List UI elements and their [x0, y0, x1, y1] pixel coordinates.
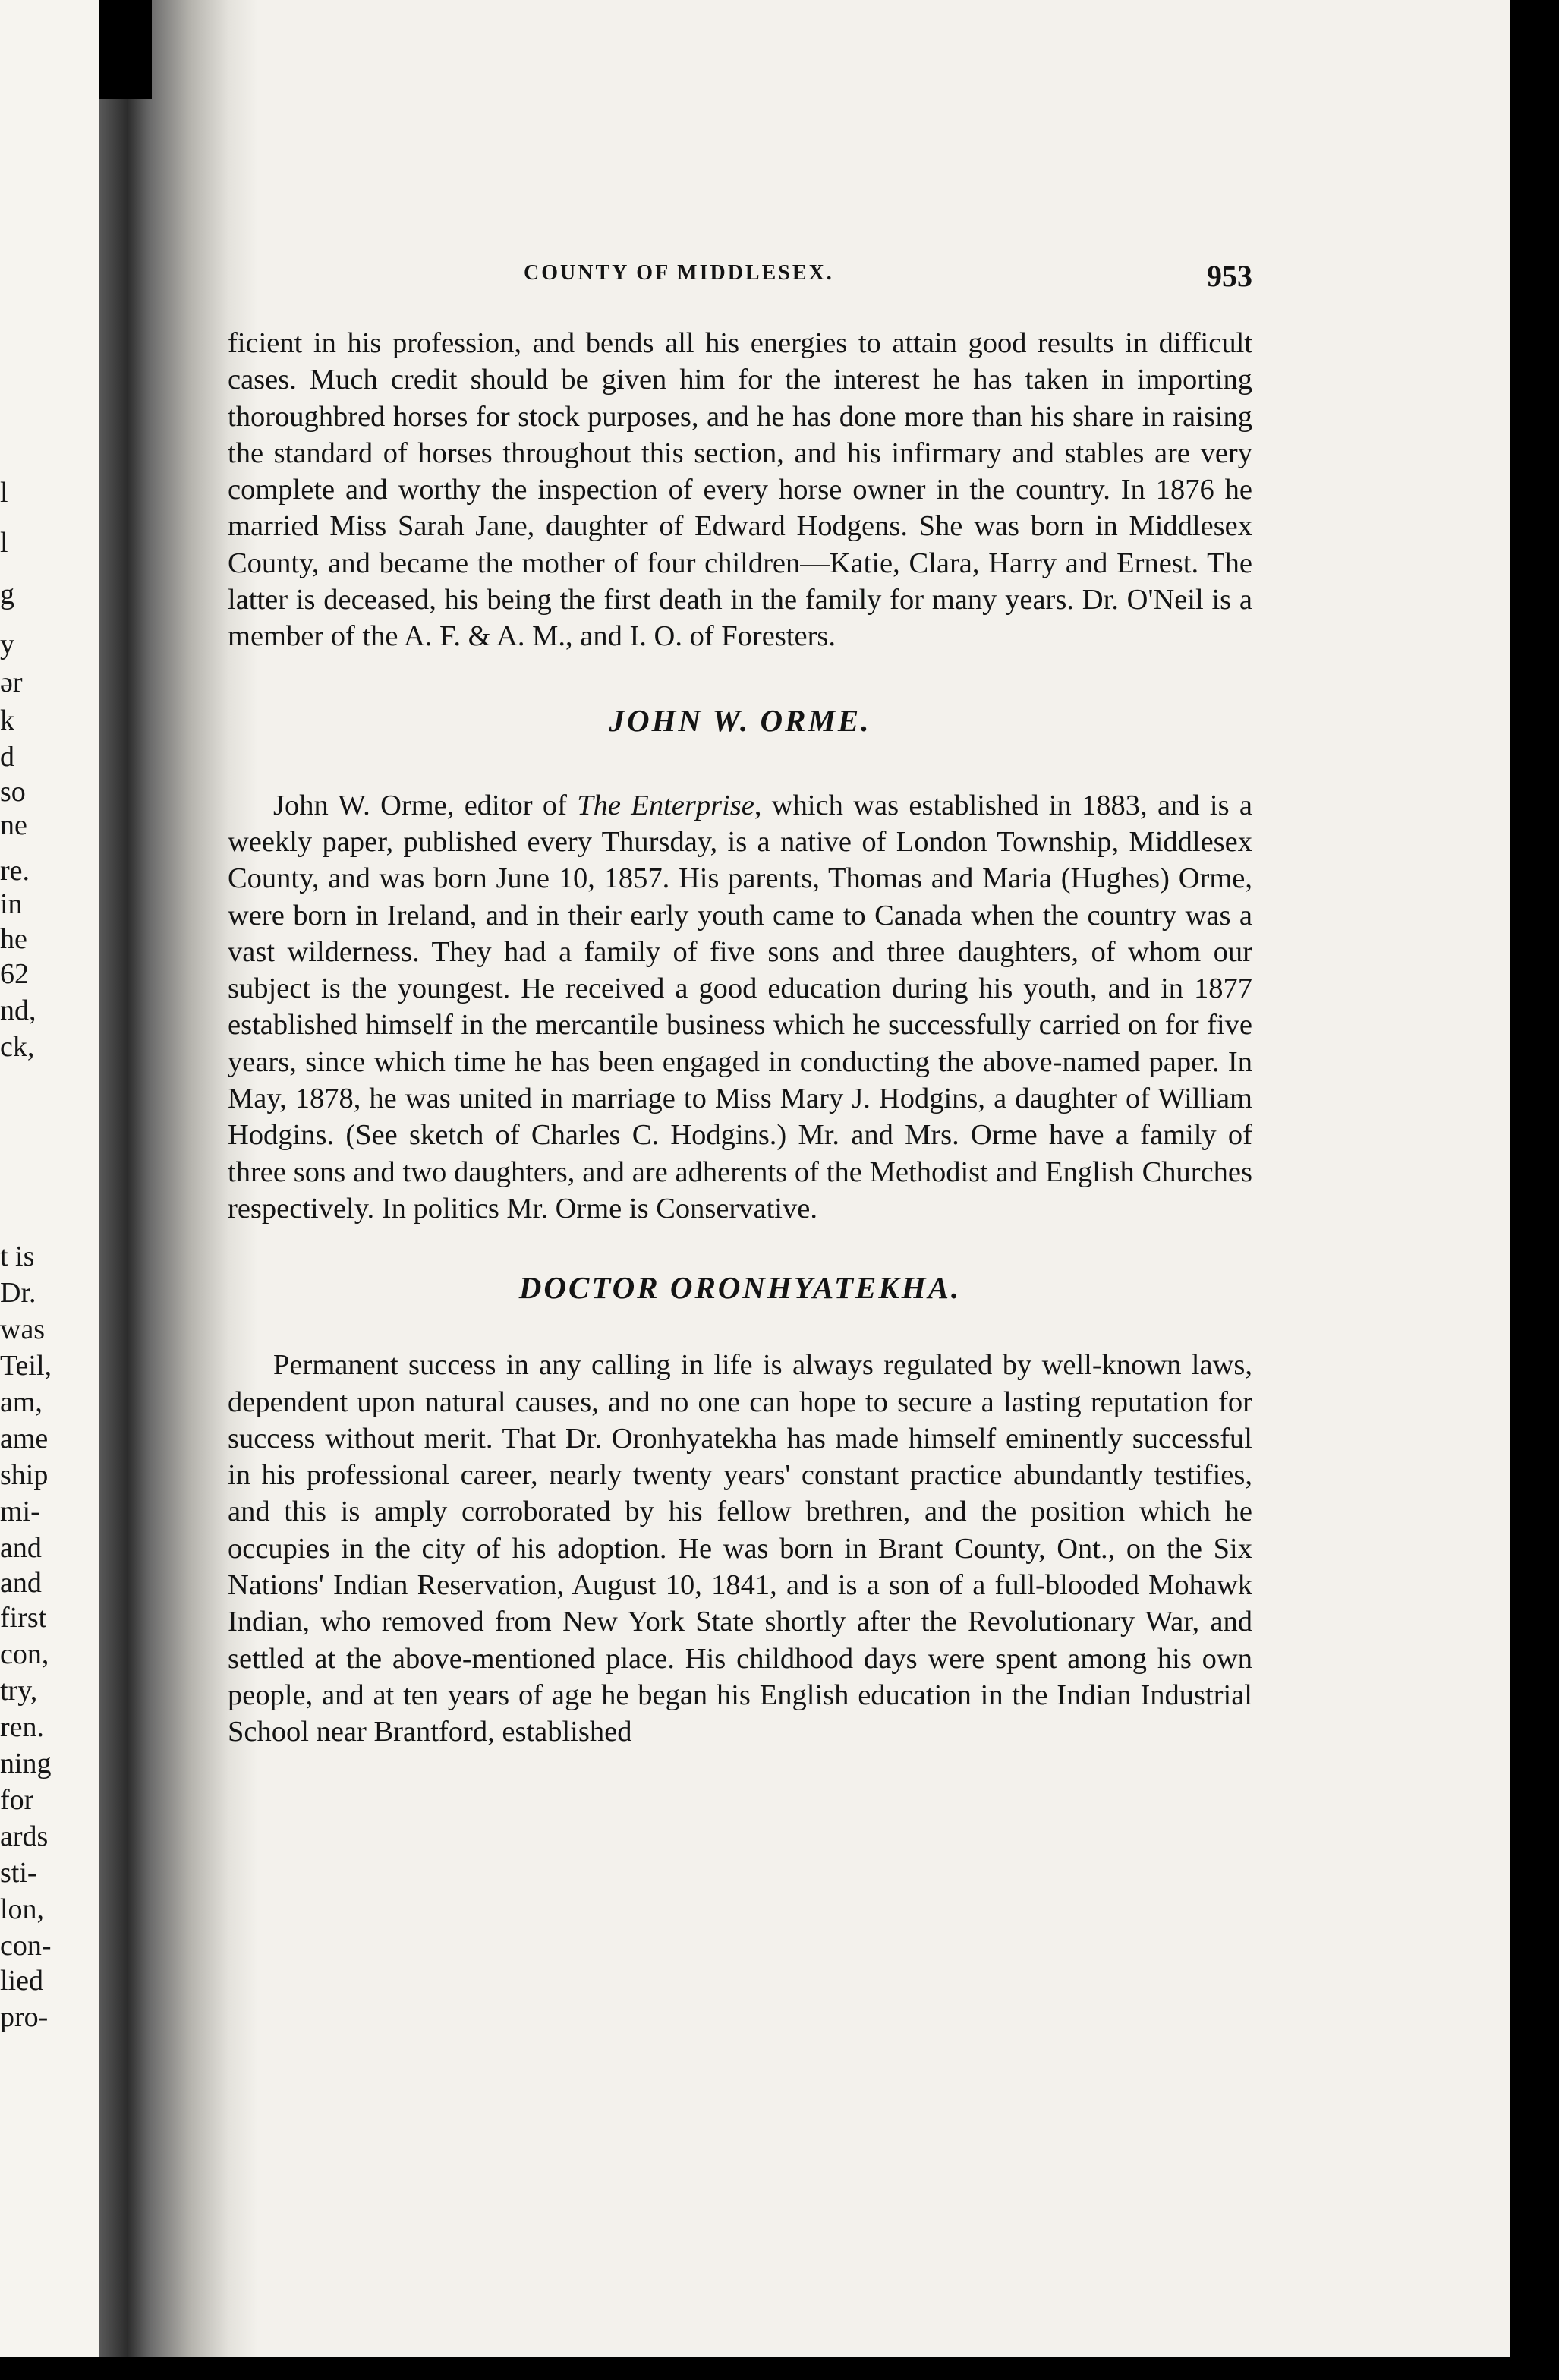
- prev-fragment: Dr.: [0, 1277, 36, 1309]
- prev-fragment: ship: [0, 1459, 49, 1491]
- prev-fragment: l: [0, 527, 8, 559]
- prev-fragment: ren.: [0, 1711, 45, 1743]
- prev-fragment: re.: [0, 855, 30, 887]
- prev-fragment: lon,: [0, 1893, 45, 1925]
- prev-fragment: y: [0, 629, 14, 660]
- prev-fragment: t is: [0, 1240, 35, 1272]
- prev-fragment: am,: [0, 1386, 43, 1418]
- prev-fragment: so: [0, 776, 26, 808]
- prev-fragment: try,: [0, 1675, 38, 1707]
- continuation-paragraph: ficient in his profession, and bends all his energies to attain good results in difficult cases. Much credit should be given him for the interest he has taken in importing thoroughbred horses for stock purposes, and he has done more than his share in raising the standard of horses throughout this section, and his infirmary and stables are very complete and worthy the inspection of every horse owner in the country. In 1876 he married Miss Sarah Jane, daughter of Edward Hodgens. She was born in Middlesex County, and became the mother of four children—Katie, Clara, Harry and Ernest. The latter is deceased, his being the first death in the family for many years. Dr. O'Neil is a member of the A. F. & A. M., and I. O. of Foresters.: [228, 327, 1252, 653]
- prev-fragment: for: [0, 1784, 34, 1816]
- prev-fragment: d: [0, 741, 14, 773]
- previous-page-strip: [0, 0, 99, 2380]
- page-number: 953: [1207, 259, 1252, 293]
- prev-fragment: was: [0, 1313, 46, 1345]
- page-body: [228, 258, 1252, 1751]
- prev-fragment: pro-: [0, 2001, 49, 2033]
- prev-fragment: ame: [0, 1423, 49, 1455]
- prev-fragment: lied: [0, 1965, 43, 1997]
- prev-fragment: Teil,: [0, 1350, 52, 1382]
- prev-fragment: con-: [0, 1930, 52, 1962]
- running-title: COUNTY OF MIDDLESEX.: [524, 261, 834, 285]
- orme-text-rest: , which was established in 1883, and is a weekly paper, published every Thursday, is a native of London Township, Middlesex County, and was born June 10, 1857. His parents, Thomas and Maria (Hughes) Orme, were born in Ireland, and in their early youth came to Canada when the country was a vast wilderness. They had a family of five sons and three daughters, of whom our subject is the youngest. He received a good education during his youth, and in 1877 established himself in the mercantile business which he successfully carried on for five years, since which time he has been engaged in conducting the above-named paper. In May, 1878, he was united in marriage to Miss Mary J. Hodgins, a daughter of William Hodgins. (See sketch of Charles C. Hodgins.) Mr. and Mrs. Orme have a family of three sons and two daughters, and are adherents of the Methodist and English Churches respectively. In politics Mr. Orme is Conservative.: [228, 789, 1252, 1225]
- orme-paragraph: [228, 787, 1252, 1228]
- oronhyatekha-paragraph: Permanent success in any calling in life is always regulated by well-known laws, dependent upon natural causes, and no one can hope to secure a lasting reputation for success without merit. That Dr. Oronhyatekha has made himself eminently successful in his professional career, nearly twenty years' constant practice abundantly testifies, and this is amply corroborated by his fellow brethren, and the position which he occupies in the city of his adoption. He was born in Brant County, Ont., on the Six Nations' Indian Reservation, August 10, 1841, and is a son of a full-blooded Mohawk Indian, who removed from New York State shortly after the Revolutionary War, and settled at the above-mentioned place. His childhood days were spent among his own people, and at ten years of age he began his English education in the Indian Industrial School near Brantford, established: [228, 1349, 1252, 1748]
- scan-edge-top: [99, 0, 152, 99]
- running-head: [228, 258, 1252, 296]
- prev-fragment: and: [0, 1567, 42, 1599]
- prev-fragment: con,: [0, 1638, 49, 1670]
- section-heading-oronhyatekha: DOCTOR ORONHYATEKHA.: [518, 1270, 962, 1306]
- prev-fragment: l: [0, 477, 8, 509]
- newspaper-title: The Enterprise: [577, 789, 754, 821]
- prev-fragment: ne: [0, 809, 27, 841]
- prev-fragment: he: [0, 923, 27, 955]
- section-heading-orme: JOHN W. ORME.: [609, 702, 871, 738]
- prev-fragment: ards: [0, 1820, 49, 1852]
- prev-fragment: first: [0, 1602, 47, 1634]
- prev-fragment: nd,: [0, 995, 36, 1026]
- scan-edge-bottom: [0, 2357, 1559, 2380]
- prev-fragment: and: [0, 1532, 42, 1564]
- prev-fragment: ər: [0, 667, 23, 698]
- scan-edge-right: [1510, 0, 1559, 2380]
- prev-fragment: 62: [0, 958, 29, 990]
- prev-fragment: ning: [0, 1748, 52, 1779]
- prev-fragment: mi-: [0, 1496, 40, 1527]
- prev-fragment: k: [0, 705, 14, 736]
- prev-fragment: sti-: [0, 1857, 37, 1889]
- prev-fragment: in: [0, 888, 23, 920]
- orme-text-start: John W. Orme, editor of: [273, 789, 578, 821]
- prev-fragment: g: [0, 578, 14, 610]
- prev-fragment: ck,: [0, 1031, 35, 1063]
